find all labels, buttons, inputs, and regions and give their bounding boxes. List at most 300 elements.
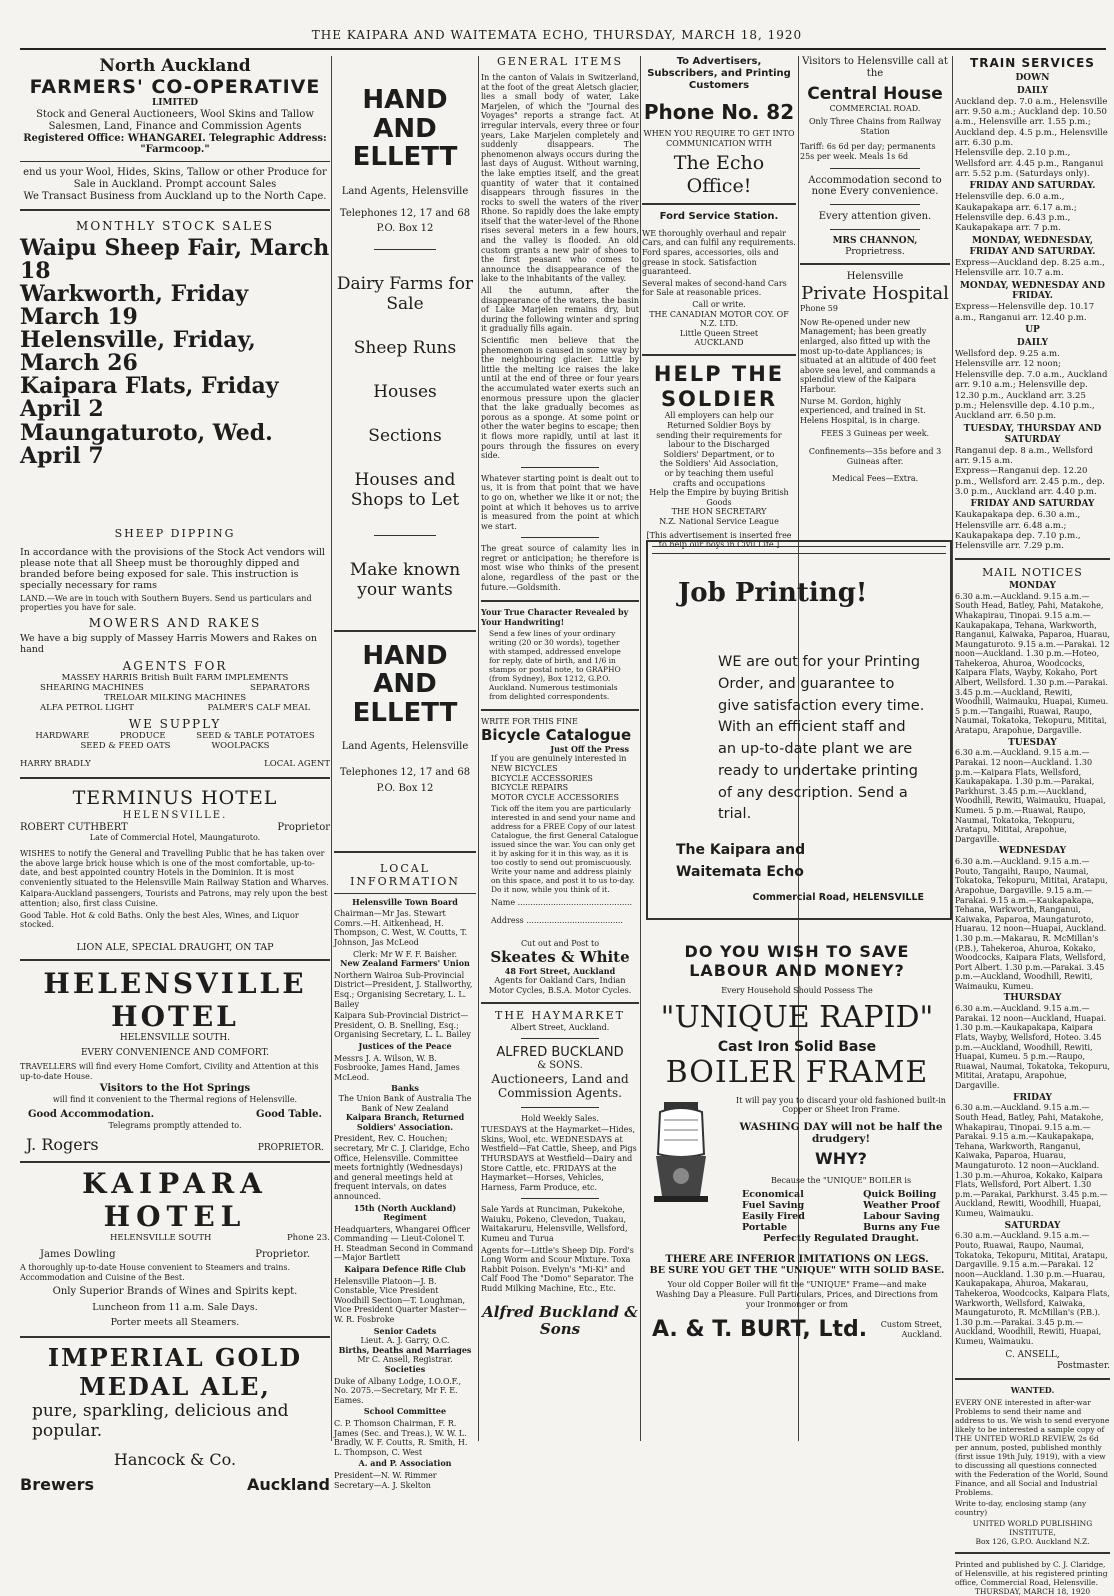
kh-sub-row: [20, 1233, 330, 1243]
boiler-frame: BOILER FRAME: [665, 1054, 929, 1090]
kh-porter: Porter meets all Steamers.: [20, 1317, 330, 1338]
ab-sons: & SONS.: [537, 1060, 583, 1072]
dipping-text: In accordance with the provisions of the Stock Act vendors will please note that all Sheep must be thoroughly dipped and branded before being exposed for sale. This instruction is specially necessary for rams: [20, 546, 325, 592]
hh-acc: Good Accommodation.: [28, 1108, 155, 1120]
terminus-owner-row: [20, 822, 330, 834]
ch-tariff: Tariff: 6s 6d per day; permanents 25s per week. Meals 1s 6d: [800, 142, 936, 162]
boiler-icon: [646, 1096, 716, 1206]
divider: [830, 229, 920, 230]
ford-cmc3: AUCKLAND: [694, 338, 744, 348]
kaipara-hotel-ad: [20, 1167, 330, 1338]
mail-day: TUESDAY: [1008, 737, 1057, 748]
divider: [521, 467, 599, 468]
bic-name-label: Name .............................................: [491, 898, 633, 908]
wanted-heading: WANTED.: [1010, 1385, 1055, 1396]
farmers-l5: Registered Office: WHANGAREI. Telegraphic Address: "Farmcoop.": [23, 132, 327, 156]
imperial-l1: pure, sparkling, delicious and: [32, 1400, 289, 1421]
terminus-lion: LION ALE, SPECIAL DRAUGHT, ON TAP: [20, 942, 330, 961]
boiler-illustration: [646, 1096, 734, 1245]
hand-ellett-title-2: ELLETT: [352, 142, 458, 173]
bic-text: If you are genuinely interested in: [491, 754, 627, 764]
mail-day: FRIDAY: [1013, 1092, 1052, 1103]
banks-heading: Banks: [391, 1083, 419, 1094]
feature: Easily Fired: [742, 1211, 805, 1223]
terminus-text: WISHES to notify the General and Travelling Public that he has taken over the above large brick house which is one of the most comfortable, up-to-date, and best appointed country Hotels in the Dominion. It is most conveniently situated to the Helensville Main Railway Station and Wharves.: [20, 848, 329, 887]
stock-sale-5: Maungaturoto, Wed. April 7: [20, 419, 273, 469]
kh-role: Proprietor.: [255, 1249, 310, 1261]
echo-phone: Phone No. 82: [643, 100, 795, 125]
skeates-name: Skeates & White: [490, 948, 630, 967]
hand-ellett-box: P.O. Box 12: [376, 782, 434, 794]
rifle-text: Helensville Platoon—J. B. Constable, Vice President Woodhill Section—T. Loughman, Vice President Quarter Master— W. R. Fosbroke: [334, 1276, 467, 1325]
hand-ellett-box: P.O. Box 12: [376, 223, 434, 235]
gi-title: GENERAL ITEMS: [496, 55, 623, 68]
mail-postmaster: C. ANSELL,: [1005, 1350, 1060, 1361]
divider: [374, 249, 436, 250]
boiler-why: WHY?: [815, 1148, 867, 1168]
supply-title: WE SUPPLY: [128, 717, 222, 732]
skeates-text: Agents for Oakland Cars, Indian Motor Cycles, B.S.A. Motor Cycles.: [488, 976, 632, 995]
mowers-text: We have a big supply of Massey Harris Mowers and Rakes on hand: [20, 632, 317, 655]
divider: [830, 204, 920, 205]
mail-heading: MAIL NOTICES: [982, 565, 1083, 579]
ford-heading: Ford Service Station.: [659, 210, 779, 222]
boiler-features: [734, 1189, 948, 1233]
kh-sub: HELENSVILLE SOUTH: [110, 1233, 212, 1244]
supply-r1b: PRODUCE: [119, 731, 166, 742]
imprint-date: THURSDAY, MARCH 18, 1920: [974, 1586, 1091, 1596]
supply-r2b: WOOLPACKS: [211, 741, 270, 752]
hh-tele: Telegrams promptly attended to.: [108, 1120, 242, 1130]
farmers-l7: We Transact Business from Auckland up to the North Cape.: [23, 190, 327, 202]
ap-text: President—N. W. Rimmer Secretary—A. J. Skelton: [334, 1470, 437, 1490]
boiler-cast: Cast Iron Solid Base: [717, 1038, 877, 1055]
hand-ellett-title-1: HAND AND: [362, 85, 448, 144]
agents-r2a: SHEARING MACHINES: [40, 683, 144, 694]
gi-para-2: All the autumn, after the disappearance of the waters, the basin of Lake Marjelen remains dry, but during the following winter and spring it gradually fills again.: [481, 286, 639, 334]
hh-springs: Visitors to the Hot Springs: [99, 1083, 251, 1095]
job-paper-1: The Kaipara and: [676, 842, 806, 858]
divider: [521, 537, 599, 538]
bic-address: Address: [491, 915, 524, 925]
ford-call: Call or write.: [692, 299, 746, 309]
ford-ad: [642, 211, 796, 356]
hand-ellett-ad: [334, 86, 476, 632]
agents-r4: [20, 703, 330, 713]
kh-phone: Phone 23.: [286, 1233, 330, 1244]
bic-sub: Just Off the Press: [550, 743, 629, 754]
feature: Labour Saving: [863, 1211, 940, 1223]
boiler-body: [646, 1096, 948, 1245]
terminus-owner: ROBERT CUTHBERT: [20, 821, 128, 833]
hay-addr: Albert Street, Auckland.: [510, 1022, 610, 1032]
char-text: Send a few lines of your ordinary writing (20 or 30 words), together with stamped, addressed envelope for reply, date of birth, and 1/6 in stamps or postal note, to GRAPHO (from Sydney), Box 1212, G.P.O. Auckland. Numerous testimonials from delighted correspondents.: [489, 629, 621, 702]
train-down: DOWN: [1015, 72, 1050, 83]
train-t4: Express—Auckland dep. 8.25 a.m., Helensville arr. 10.7 a.m.: [955, 257, 1105, 279]
hosp-med: Medical Fees—Extra.: [831, 474, 919, 484]
board-clerk: Clerk: Mr W F. F. Baisher.: [352, 949, 458, 959]
stock-sale-1: Waipu Sheep Fair, March 18: [20, 234, 330, 284]
bic-item-1: NEW BICYCLES: [491, 763, 558, 773]
mail-day: MONDAY: [1009, 580, 1056, 591]
supply-sig: [20, 759, 330, 769]
echo-when: WHEN YOU REQUIRE TO GET INTO COMMUNICATION WITH: [643, 128, 795, 148]
nzfu-text: Northern Wairoa Sub-Provincial District—President, J. Stallworthy, Esq.; Organising Secretary, L. L. Bailey: [334, 970, 473, 1009]
boiler-unique: "UNIQUE RAPID": [660, 999, 934, 1035]
job-heading: Job Printing!: [678, 578, 868, 608]
societies-heading: Societies: [384, 1364, 426, 1375]
train-mwfs: MONDAY, WEDNESDAY, FRIDAY AND SATURDAY.: [969, 235, 1096, 257]
skeates-addr: 48 Fort Street, Auckland: [504, 965, 616, 976]
imperial-b1: Brewers: [20, 1474, 94, 1494]
job-text: WE are out for your Printing Order, and guarantee to give satisfaction every time. With an efficient staff and an up-to-date plant we are ready to undertake printing of any description. Send a trial.: [718, 654, 925, 823]
bdm-heading: Births, Deaths and Marriages: [338, 1344, 472, 1355]
character-ad: [481, 608, 639, 711]
ford-text2: Several makes of second-hand Cars for Sale at reasonable prices.: [642, 278, 787, 298]
ch-owner: MRS CHANNON,: [832, 236, 918, 246]
hand-ellett-tel: Telephones 12, 17 and 68: [339, 207, 471, 219]
regiment-text: Headquarters, Whangarei Officer Commanding — Lieut-Colonel T. H. Steadman Second in Command—Major Bartlett: [334, 1224, 474, 1263]
divider: [521, 1198, 599, 1199]
ap-heading: A. and P. Association: [358, 1458, 452, 1469]
train-t2: Helensville dep. 2.10 p.m., Wellsford arr. 4.45 p.m., Ranganui arr. 5.52 p.m. (Saturdays only).: [955, 148, 1104, 180]
train-heading: TRAIN SERVICES: [970, 56, 1095, 70]
ch-title: Central House: [807, 83, 943, 104]
hh-title: HELENSVILLE HOTEL: [43, 966, 307, 1033]
rsa-heading: Kaipara Branch, Returned Soldiers' Association.: [345, 1112, 465, 1132]
train-fas: FRIDAY AND SATURDAY: [970, 499, 1095, 510]
column-divider: [478, 56, 479, 1441]
help-title-1: HELP THE: [653, 361, 785, 386]
divider: [20, 161, 330, 162]
imperial-ale-ad: [20, 1344, 330, 1494]
boiler-draught: Perfectly Regulated Draught.: [763, 1233, 919, 1245]
hh-acc-row: [20, 1109, 330, 1121]
bic-item-2: BICYCLE ACCESSORIES: [491, 773, 593, 783]
boiler-sig-row: [646, 1317, 948, 1342]
kaipara-sub-text: Kaipara Sub-Provincial District—President, O. B. Snelling, Esq.; Organising Secretary, L. L. Bailey: [334, 1011, 471, 1040]
imperial-b2: Auckland: [246, 1474, 330, 1494]
masthead-rule: [20, 48, 1106, 50]
column-4: [642, 56, 796, 550]
stock-sales-title: MONTHLY STOCK SALES: [76, 218, 274, 233]
kh-text: A thoroughly up-to-date House convenient to Steamers and trains. Accommodation and Cuisine of the Best.: [20, 1262, 290, 1282]
help-text2: Help the Empire by buying British Goods: [649, 488, 789, 507]
board-heading: Helensville Town Board: [352, 896, 458, 907]
kh-lunch: Luncheon from 11 a.m. Sale Days.: [92, 1301, 258, 1313]
train-services: [955, 56, 1110, 560]
ch-acc: Accommodation second to none Every convenience.: [808, 174, 942, 198]
agents-r4a: ALFA PETROL LIGHT: [40, 703, 134, 714]
divider: [830, 168, 920, 169]
farmers-l3: LIMITED: [151, 98, 199, 109]
agents-r4b: PALMER'S CALF MEAL: [207, 703, 310, 714]
imperial-maker: Hancock & Co.: [113, 1450, 237, 1470]
hand-ellett-item-2: Sheep Runs: [353, 338, 457, 359]
hh-owner: J. Rogers: [26, 1135, 99, 1155]
mail-times: 6.30 a.m.—Auckland. 9.15 a.m.—South Head, Batley, Pahi, Matakohe, Whakapirau, Tinopai. 9.15 a.m.—Kaukapakapa, Tehana, Warkworth, Ranganui, Kaiwaka, Paparoa, Huarau, Maungaturoto. 9.15 a.m.—Parakai. 12 noon—Auckland. 1.30 p.m.—Hoteo, Tahekeroa, Ahuroa, Woodcocks, Kaipara Flats, Wayby, Kokaho, Port Albert, Wellsford. 1.30 p.m.—Parakai. 3.45 p.m.—Auckland, Rewiti, Woodhill, Waimauku, Huapai, Kumeu. 5 p.m.—Tangaihi, Ruawai, Raupo, Naumai, Tokatoka, Tekopuru, Mititai, Aratapu, Arapohue, Dargaville.: [955, 591, 1110, 736]
school-text: C. P. Thomson Chairman, F. R. James (Sec. and Treas.), W. W. L. Bradly, W. F. Coutts, R. Smith, H. L. Thompson, C. West: [334, 1418, 468, 1457]
job-addr: Commercial Road, HELENSVILLE: [752, 892, 924, 903]
hosp-nurse: Nurse M. Gordon, highly experienced, and trained in St. Helens Hospital, is in charge.: [800, 396, 926, 425]
cadets-text: Lieut. A. J. Garry, O.C.: [360, 1336, 450, 1346]
boiler-q1: DO YOU WISH TO SAVE: [684, 942, 910, 961]
gi-para-5: The great source of calamity lies in regret or anticipation; he therefore is most wise who thinks of the present alone, regardless of the past or the future.—Goldsmith.: [481, 544, 639, 592]
bic-text2: Tick off the item you are particularly interested in and send your name and address for a FREE Copy of our latest Catalogue, the first General Catalogue issued since the war. You can only get it by asking for it in this way, as it is too costly to send out promiscuously. Write your name and address plainly on this space, and post it to us to-day. Do it now, while you think of it.: [491, 804, 639, 895]
buckland-ad: [481, 1010, 639, 1339]
hand-ellett-land: Land Agents, Helensville: [341, 741, 469, 753]
agents-r2b: SEPARATORS: [249, 683, 310, 694]
divider: [521, 1038, 599, 1039]
rsa-text: President, Rev. C. Houchen; secretary, Mr C. J. Claridge, Echo Office, Helensville. Committee meets fortnightly (Wednesdays) and general meetings held at frequent intervals, on dates announced.: [334, 1134, 470, 1201]
hosp-title: Private Hospital: [801, 283, 949, 305]
hand-ellett-land: Land Agents, Helensville: [341, 185, 469, 197]
mowers-title: MOWERS AND RAKES: [88, 616, 262, 631]
farmers-l2: FARMERS' CO-OPERATIVE: [29, 76, 321, 99]
divider: [521, 1107, 599, 1108]
hosp-pre: Helensville: [846, 271, 904, 283]
ab-signature: Alfred Buckland & Sons: [482, 1302, 638, 1339]
ab-yards: Sale Yards at Runciman, Pukekohe, Waiuku, Pokeno, Clevedon, Tuakau, Waitakaruru, Helensville, Wellsford, Kumeu and Turua: [481, 1205, 628, 1244]
terminus-text3: Good Table. Hot & cold Baths. Only the best Ales, Wines, and Liquor stocked.: [20, 910, 299, 930]
supply-r2: [20, 741, 330, 751]
echo-phone-ad: [642, 56, 796, 205]
supply-r2a: SEED & FEED OATS: [80, 741, 171, 752]
hosp-phone: Phone 59: [800, 304, 838, 314]
imprint: [955, 1560, 1110, 1596]
hh-conv: EVERY CONVENIENCE AND COMFORT.: [80, 1047, 270, 1058]
train-up: UP: [1025, 325, 1040, 336]
boiler-frame-ad: [646, 928, 948, 1436]
ab-agents: Agents for—Little's Sheep Dip. Ford's Long Worm and Scour Mixture. Toxa Rabbit Poison. Evelyn's "Mi-Ki" and Calf Food The "Domo" Separator. The Rudd Milking Machine, Etc., Etc.: [481, 1245, 634, 1294]
column-5: [800, 56, 950, 536]
wanted-uwpi: UNITED WORLD PUBLISHING INSTITUTE,: [972, 1518, 1093, 1537]
train-t7: Ranganui dep. 8 a.m., Wellsford arr. 9.15 a.m.: [955, 445, 1094, 466]
mail-notices: [955, 566, 1110, 1380]
hand-ellett-item-3: Houses: [373, 382, 437, 403]
wanted-text2: Write to-day, enclosing stamp (any country): [955, 1498, 1087, 1517]
central-house-ad: [800, 56, 950, 265]
help-text: All employers can help our Returned Soldier Boys by sending their requirements for labour to the Discharged Soldiers' Department, or to the Soldiers' Aid Association, or by teaching them useful crafts and occupations: [656, 411, 782, 488]
help-hon: THE HON SECRETARY: [671, 507, 767, 517]
mail-times: 6.30 a.m.—Auckland. 9.15 a.m.—Pouto, Ruawai, Raupo, Naumai, Tokatoka, Tekopuru, Mititai, Aratapu, Dargaville. 9.15 a.m.—Parakai. 12 noon—Auckland. 1.30 p.m.—Huarau, Kaukapakapa, Ahuroa, Makarau, Tahekeroa, Woodcocks, Kaipara Flats, Warkworth, Wellsford, Kaiwaka, Maungaturoto, R. McMillan's (P.B.). 1.30 p.m.—Parakai. 3.45 p.m.—Auckland, Woodhill, Rewiti, Huapai, Kumeu, Waimauku.: [955, 1231, 1110, 1346]
jp-text: Messrs J. A. Wilson, W. B. Fosbrooke, James Hand, James McLeod.: [334, 1053, 460, 1082]
stock-sales: [20, 219, 330, 468]
column-2: [334, 56, 476, 1490]
hand-ellett-title-1: HAND AND: [362, 640, 448, 700]
train-t8: Express—Ranganui dep. 12.20 p.m., Wellsford arr. 2.45 p.m., dep. 3.0 p.m., Auckland arr. 4.40 p.m.: [955, 466, 1105, 497]
sheep-dipping: [20, 528, 330, 770]
terminus-hotel-ad: [20, 777, 330, 961]
hand-ellett-tel: Telephones 12, 17 and 68: [339, 767, 471, 779]
supply-r1c: SEED & TABLE POTATOES: [196, 731, 315, 742]
mail-times: 6.30 a.m.—Auckland. 9.15 a.m.—Parakai. 12 noon—Auckland. 1.30 p.m.—Kaipara Flats, Wellsford, Kaukapakapa. 1.30 p.m.—Parakai, Parkhurst. 3.45 p.m.—Auckland, Woodhill, Rewiti, Waimauku, Huapai, Kumeu. 5 p.m.—Ruawai, Raupo, Naumai, Tokatoka, Tekopuru, Aratapu, Mititai, Arapohue, Dargaville.: [955, 748, 1106, 844]
gi-para-3: Scientific men believe that the phenomenon is caused in some way by the neighbouring glacier. Little by little the melting ice raises the lake until at the end of three or four years the accumulated water exerts such an enormous pressure upon the glacier that the lake gradually becomes as porous as a sponge. At some point or other the water begins to escape; then it flows more rapidly, until at last it pours through the fissures on every side.: [481, 336, 639, 461]
agents-r2: [20, 683, 330, 693]
dipping-title: SHEEP DIPPING: [114, 526, 236, 540]
stock-sale-3: Helensville, Friday, March 26: [20, 327, 256, 377]
ch-visitors: Visitors to Helensville call at the: [802, 56, 948, 79]
boiler-maker: A. & T. BURT, Ltd.: [652, 1317, 868, 1343]
boiler-because: Because the "UNIQUE" BOILER is: [770, 1175, 912, 1185]
farmers-l4: Stock and General Auctioneers, Wool Skins and Tallow Salesmen, Land, Finance and Commission Agents: [36, 109, 314, 132]
hh-table: Good Table.: [256, 1108, 322, 1120]
dipping-land: LAND.—We are in touch with Southern Buyers. Send us particulars and properties you have for sale.: [20, 593, 312, 612]
train-t5: Express—Helensville dep. 10.17 a.m., Ranganui arr. 12.40 p.m.: [955, 302, 1095, 323]
echo-office: The Echo Office!: [673, 152, 765, 197]
boiler-pay: It will pay you to discard your old fashioned built-in Copper or Sheet Iron Frame.: [736, 1095, 946, 1115]
mail-pm-role: Postmaster.: [1057, 1361, 1110, 1372]
ford-text: WE thoroughly overhaul and repair Cars, and can fulfil any requirements. Ford spares, accessories, oils and grease in stock. Satisfaction guaranteed.: [642, 228, 796, 277]
farmers-l6: end us your Wool, Hides, Skins, Tallow or other Produce for Sale in Auckland. Prompt account Sales: [23, 167, 327, 191]
cadets-heading: Senior Cadets: [373, 1325, 437, 1336]
supply-r1: [20, 731, 330, 741]
hosp-fees: FEES 3 Guineas per week.: [820, 429, 930, 439]
terminus-role: Proprietor: [277, 821, 330, 833]
hosp-text: Now Re-opened under new Management; has been greatly enlarged, also fitted up with the most up-to-date Appliances; is situated at an altitude of 400 feet above sea level, and commands a splendid view of the Kaipara Harbour.: [800, 317, 937, 394]
train-t6: Wellsford dep. 9.25 a.m. Helensville arr. 12 noon; Helensville dep. 7.0 a.m., Auckland arr. 9.10 a.m.; Helensville dep. 12.30 p.m., Auckland arr. 3.25 p.m.; Helensville dep. 4.10 p.m., Auckland arr. 6.50 p.m.: [955, 349, 1108, 422]
train-t3: Helensville dep. 6.0 a.m., Kaukapakapa arr. 6.17 a.m.; Helensville dep. 6.43 p.m., Kaukapakapa arr. 7 p.m.: [955, 192, 1077, 234]
boiler-inferior-1: THERE ARE INFERIOR IMITATIONS ON LEGS.: [665, 1254, 929, 1266]
column-divider: [331, 56, 332, 1441]
regiment-heading: 15th (North Auckland) Regiment: [353, 1202, 457, 1223]
rifle-heading: Kaipara Defence Rifle Club: [344, 1264, 466, 1275]
private-hospital-ad: [800, 271, 950, 484]
feature: Portable: [742, 1222, 788, 1234]
mail-times: 6.30 a.m.—Auckland. 9.15 a.m.—Pouto, Tangaihi, Raupo, Naumai, Tokatoka, Tekopuru, Mititai, Aratapu, Arapohue, Dargaville. 9.15 a.m.—Parakai. 9.15 a.m.—Kaukapakapa, Tehana, Warkworth, Ranganui, Kaiwaka, Paparoa, Maungaturoto, Huarau. 12 noon—Huapai, Auckland. 1.30 p.m.—Makarau, R. McMillan's (P.B.), Tahekeroa, Ahuroa, Kokako, Woodcocks, Kaipara Flats, Wellsford, Port Albert. 1.30 p.m.—Parakai. 3.45 p.m.—Auckland, Woodhill, Rewiti, Waimauku, Kumeu.: [955, 857, 1108, 991]
societies-text: Duke of Albany Lodge, I.O.O.F., No. 2075.—Secretary, Mr F. E. Eames.: [334, 1376, 462, 1405]
terminus-title: TERMINUS HOTEL: [72, 787, 278, 810]
hand-ellett-item-4: Sections: [368, 426, 442, 447]
stock-sale-4: Kaipara Flats, Friday April 2: [20, 373, 279, 423]
train-t1: Auckland dep. 7.0 a.m., Helensville arr. 9.50 a.m.; Auckland dep. 10.50 a.m., Helensville arr. 1.55 p.m.; Auckland dep. 4.5 p.m., Helensville arr. 6.30 p.m.: [955, 96, 1108, 148]
ab-name: ALFRED BUCKLAND: [496, 1045, 624, 1061]
wanted-text: EVERY ONE interested in after-war Problems to send their name and address to us. We wish to send everyone likely to be interested a sample copy of THE UNITED WORLD REVIEW, 2s 6d per annum, posted, published monthly (first issue 19th July, 1919), with a view to discussing all questions connected with the Federation of the World, Sound Finance, and all Social and Industrial Problems.: [955, 1397, 1110, 1497]
ch-only: Only Three Chains from Railway Station: [808, 117, 942, 136]
mail-day: SATURDAY: [1004, 1220, 1061, 1231]
column-divider: [952, 56, 953, 1441]
terminus-town: HELENSVILLE.: [122, 809, 228, 821]
column-3: [481, 56, 639, 1436]
hand-ellett-ad-2: [334, 642, 476, 853]
agents-r1: MASSEY HARRIS British Built FARM IMPLEMENTS: [61, 673, 289, 684]
mail-times: 6.30 a.m.—Auckland. 9.15 a.m.—South Head, Batley, Pahi, Matakohe, Whakapirau, Tinopai. 9.15 a.m.—Parakai. 9.15 a.m.—Kaukapakapa, Tehana, Warkworth, Ranganui, Kaiwaka, Paparoa, Huarau, Maungaturoto. 12 noon—Auckland. 1.30 p.m.—Ahuroa, Kokako, Kaipara Flats, Wellsford, Port Albert. 1.30 p.m.—Parakai, Parkhurst. 3.45 p.m.—Auckland, Rewiti, Woodhill, Huapai, Kumeu, Waimauku.: [955, 1103, 1108, 1218]
imperial-title: IMPERIAL GOLD MEDAL ALE,: [47, 1343, 303, 1401]
kh-owner: James Dowling: [40, 1249, 116, 1261]
bic-pre: WRITE FOR THIS FINE: [481, 717, 578, 727]
bdm-text: Mr C. Ansell, Registrar.: [357, 1355, 453, 1365]
kh-owner-row: [20, 1249, 330, 1261]
ford-cmc2: Little Queen Street: [679, 328, 759, 338]
hh-text: TRAVELLERS will find every Home Comfort, Civility and Attention at this up-to-date House.: [20, 1062, 319, 1081]
helensville-hotel-ad: [20, 967, 330, 1163]
supply-r1a: HARDWARE: [35, 731, 90, 742]
bic-heading: Bicycle Catalogue: [481, 726, 632, 745]
feature: Fuel Saving: [742, 1200, 805, 1212]
bic-address-label: Address ......................................: [491, 915, 623, 925]
ab-sales: TUESDAYS at the Haymarket—Hides, Skins, Wool, etc. WEDNESDAYS at Westfield—Fat Cattle, Sheep, and Pigs THURSDAYS at Westfield—Dairy and Store Cattle, etc. FRIDAYS at the Haymarket—Horses, Vehicles, Harness, Farm Produce, etc.: [481, 1125, 637, 1192]
train-fs: FRIDAY AND SATURDAY.: [969, 181, 1096, 192]
boiler-q2: LABOUR AND MONEY?: [689, 961, 905, 980]
train-daily: DAILY: [1016, 85, 1049, 96]
local-information: [334, 859, 476, 1490]
masthead: THE KAIPARA AND WAITEMATA ECHO, THURSDAY, MARCH 18, 1920: [311, 28, 803, 42]
help-free: [This advertisement is inserted free to help our boys in Civil Life.]: [646, 530, 792, 550]
char-heading: Your True Character Revealed by Your Handwriting!: [481, 607, 629, 627]
imperial-brewers-row: [20, 1476, 330, 1495]
bic-item-4: MOTOR CYCLE ACCESSORIES: [491, 792, 620, 802]
board-text: Chairman—Mr Jas. Stewart Comrs.—H. Aitkenhead, H. Thompson, C. West, W. Coutts, T. Johnson, Jas McLeod: [334, 909, 468, 948]
help-title-2: SOLDIER: [660, 386, 778, 411]
bic-item-3: BICYCLE REPAIRS: [491, 783, 569, 793]
train-t9: Kaukapakapa dep. 6.30 a.m., Helensville arr. 6.48 a.m.; Kaukapakapa dep. 7.10 p.m., Helensville arr. 7.29 p.m.: [955, 510, 1081, 552]
wanted-uwpi2: Box 126, G.P.O. Auckland N.Z.: [975, 1536, 1090, 1546]
boiler-every: Every Household Should Possess The: [721, 986, 873, 995]
boiler-maker-addr: Custom Street, Auckland.: [880, 1320, 942, 1339]
feature: Burns any Fue: [863, 1222, 940, 1234]
ford-cmc: THE CANADIAN MOTOR COY. OF N.Z. LTD.: [649, 309, 789, 329]
hh-springs2: will find it convenient to the Thermal regions of Helensville.: [52, 1095, 298, 1105]
stock-sale-2: Warkworth, Friday March 19: [20, 280, 249, 331]
jp-heading: Justices of the Peace: [358, 1041, 452, 1052]
agents-r3: TRELOAR MILKING MACHINES: [103, 693, 247, 704]
divider: [374, 535, 436, 536]
mail-times: 6.30 a.m.—Auckland. 9.15 a.m.—Parakai. 12 noon—Auckland, Huapai. 1.30 p.m.—Kaukapakapa, Kaipara Flats, Wayby, Wellsford, Hoteo. 3.45 p.m.—Auckland, Woodhill, Rewiti, Huapai, Kumeu. 5 p.m.—Raupo, Ruawai, Naumai, Tokatoka, Tekopuru, Mititai, Aratapu, Arapohue, Dargaville.: [955, 1004, 1110, 1091]
hand-ellett-item-6: Make known your wants: [349, 559, 461, 600]
feature: Quick Boiling: [863, 1189, 937, 1201]
help-nzns: N.Z. National Service League: [659, 516, 779, 526]
hosp-conf: Confinements—35s before and 3 Guineas after.: [808, 446, 942, 466]
mail-day: WEDNESDAY: [998, 846, 1067, 857]
adv-heading: To Advertisers, Subscribers, and Printing Customers: [647, 56, 791, 91]
hand-ellett-item-5: Houses and Shops to Let: [350, 470, 460, 511]
terminus-text2: Kaipara-Auckland passengers, Tourists and Patrons, may rely upon the best attention; also, first class Cuisine.: [20, 889, 328, 908]
ch-road: COMMERCIAL ROAD.: [829, 103, 921, 113]
imprint-text: Printed and published by C. J. Claridge, of Helensville, at his registered printing office, Commercial Road, Helensville.: [955, 1559, 1108, 1587]
boiler-washing: WASHING DAY will not be half the drudgery!: [739, 1120, 943, 1145]
job-printing-ad: [646, 540, 952, 920]
column-6: [955, 56, 1110, 1596]
job-border: [652, 546, 946, 554]
boiler-features-right: [863, 1189, 940, 1233]
feature: Weather Proof: [863, 1200, 940, 1212]
hand-ellett-item-1: Dairy Farms for Sale: [336, 274, 474, 315]
supply-role: LOCAL AGENT: [264, 759, 330, 770]
gi-para-4: Whatever starting point is dealt out to us, it is from that point that we have to go on, whether we like it or not; the point at which it behoves us to arrive is measured from the point at which we start.: [481, 473, 639, 531]
hand-ellett-title-2: ELLETT: [352, 697, 458, 728]
ab-weekly: Hold Weekly Sales.: [521, 1113, 599, 1123]
gi-para-1: In the canton of Valais in Switzerland, at the foot of the great Aletsch glacier, lies a small body of water, Lake Marjelen, of which the "Journal des Voyages" reports a strange fact. At irregular intervals, every three or four years, Lake Marjelen completely and suddenly disappears. The phenomenon always occurs during the last days of August. Without warning, the lake empties itself, and the great quantity of water that it contained disappears through fissures in the rocks to swell the waters of the river Rhone. So rapidly does the lake empty itself that the water-level of the Rhone rises several meters in a few hours, and the valley is flooded. An old custom grants a new pair of shoes to the first peasant who comes to announce the disappearance of the lake to the inhabitants of the valley.: [481, 72, 639, 284]
nzfu-heading: New Zealand Farmers' Union: [340, 958, 470, 969]
school-heading: School Committee: [363, 1406, 447, 1417]
boiler-features-left: [742, 1189, 805, 1233]
train-ts: TUESDAY, THURSDAY AND SATURDAY: [963, 423, 1102, 445]
kh-brands: Only Superior Brands of Wines and Spirits kept.: [52, 1286, 298, 1298]
hh-owner-row: [20, 1136, 330, 1163]
wanted-ad: [955, 1386, 1110, 1554]
mail-day: THURSDAY: [1003, 993, 1062, 1004]
help-soldier-ad: [642, 362, 796, 550]
farmers-coop-ad: [20, 56, 330, 211]
farmers-l1: North Auckland: [99, 56, 251, 76]
bic-cut: Cut out and Post to: [520, 939, 600, 949]
ab-role: Auctioneers, Land and Commission Agents.: [491, 1072, 629, 1101]
feature: Economical: [742, 1189, 804, 1201]
banks-text: The Union Bank of Australia The Bank of New Zealand: [338, 1093, 472, 1113]
bic-name: Name: [491, 898, 516, 908]
hh-role: PROPRIETOR.: [257, 1143, 324, 1154]
train-mwf: MONDAY, WEDNESDAY AND FRIDAY.: [959, 280, 1106, 302]
